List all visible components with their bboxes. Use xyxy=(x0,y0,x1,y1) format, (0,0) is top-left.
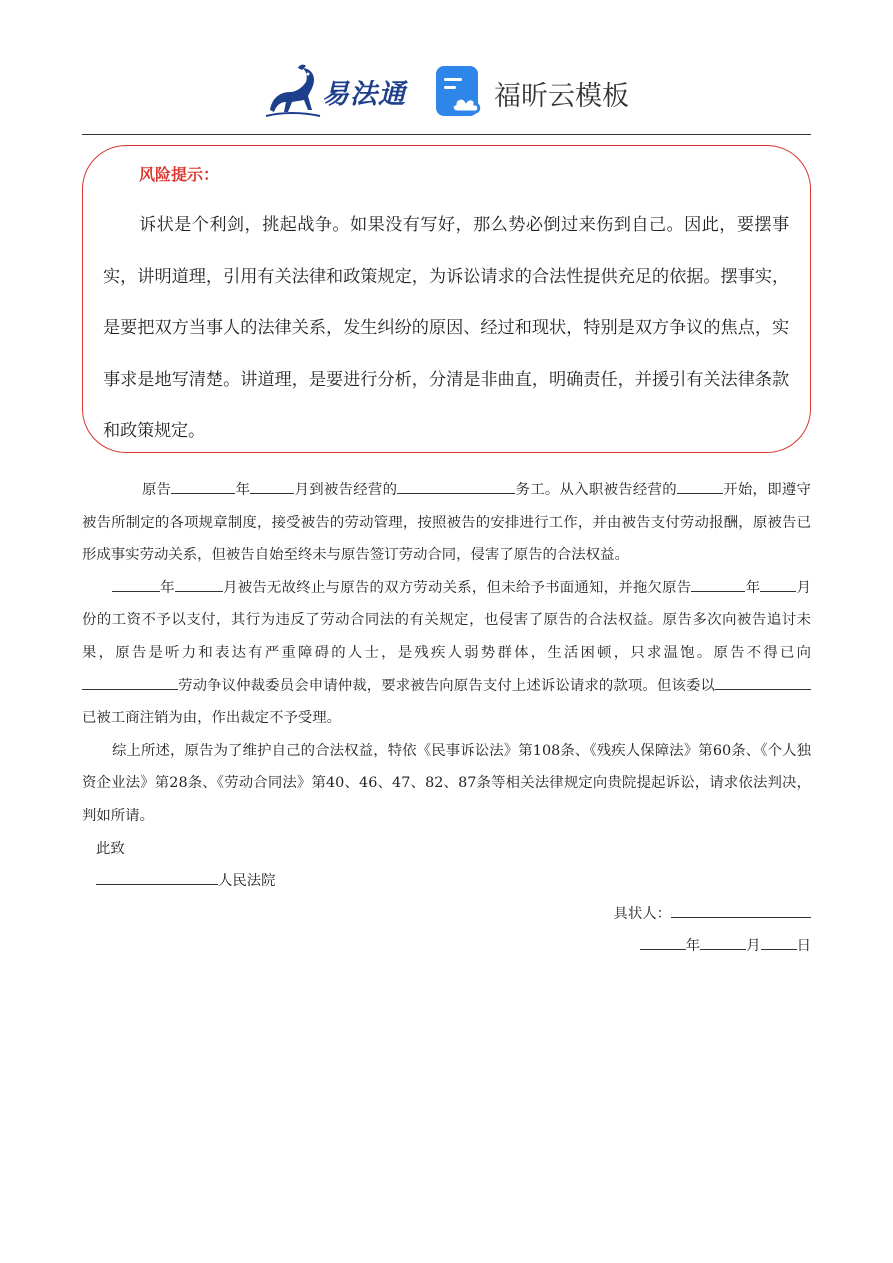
text: 已被工商注销为由，作出裁定不予受理。 xyxy=(82,710,342,727)
signer-line xyxy=(82,898,811,931)
text: 年 xyxy=(235,482,251,498)
court-line xyxy=(82,865,811,898)
signer-field[interactable] xyxy=(671,903,811,918)
blank-field[interactable] xyxy=(82,675,178,690)
text: 月到被告经营的 xyxy=(294,482,398,498)
year-field[interactable] xyxy=(640,935,686,950)
blank-field[interactable] xyxy=(171,479,235,494)
page-header xyxy=(0,0,893,136)
risk-warning-title: 风险提示： xyxy=(139,165,220,184)
signer-label: 具状人： xyxy=(613,905,671,922)
text: 劳动争议仲裁委员会申请仲裁，要求被告向原告支付上述诉讼请求的款项。但该委以 xyxy=(178,677,715,694)
paragraph-summary: 综上所述，原告为了维护自己的合法权益，特依《民事诉讼法》第108条、《残疾人保障法》第60条、《个人独资企业法》第28条、《劳动合同法》第40、46、47、82、87条等相关法律规定向贵院提起诉讼，请求依法判决，判如所请。 xyxy=(82,742,811,824)
salutation: 此致 xyxy=(96,840,125,857)
yifatong-logo xyxy=(262,60,412,120)
foxit-template-logo-text: 福昕云模板 xyxy=(494,81,629,112)
blank-field[interactable] xyxy=(250,479,294,494)
court-suffix: 人民法院 xyxy=(218,873,276,890)
complaint-body xyxy=(82,474,811,963)
header-rule xyxy=(82,134,811,135)
risk-warning-text: 诉状是个利剑，挑起战争。如果没有写好，那么势必倒过来伤到自己。因此，要摆事实，讲明道理，引用有关法律和政策规定，为诉讼请求的合法性提供充足的依据。摆事实，是要把双方当事人的法律关系，发生纠纷的原因、经过和现状，特别是双方争议的焦点，实事求是地写清楚。讲道理，是要进行分析，分清是非曲直，明确责任，并援引有关法律条款和政策规定。 xyxy=(103,215,789,441)
paragraph-termination xyxy=(82,572,811,735)
day-field[interactable] xyxy=(761,935,797,950)
court-name-field[interactable] xyxy=(96,870,218,885)
blank-field[interactable] xyxy=(397,479,515,494)
text: 月被告无故终止与原告的双方劳动关系，但未给予书面通知，并拖欠原告 xyxy=(222,579,692,596)
paragraph-employment xyxy=(82,474,811,572)
blank-field[interactable] xyxy=(715,675,811,690)
month-field[interactable] xyxy=(700,935,746,950)
blank-field[interactable] xyxy=(760,577,796,592)
text: 开始，即遵守被告所制定的各项规章制度，接受被告的劳动管理，按照被告的安排进行工作，并由被告支付劳动报酬，原被告已形成事实劳动关系，但被告自始至终未与原告签订劳动合同，侵害了原告的合法权益。 xyxy=(82,482,811,564)
text: 务工。从入职被告经营的 xyxy=(515,482,677,498)
blank-field[interactable] xyxy=(691,577,745,592)
text: 月份的工资不予以支付，其行为违反了劳动合同法的有关规定，也侵害了原告的合法权益。原告多次向被告追讨未果，原告是听力和表达有严重障碍的人士，是残疾人弱势群体，生活困顿，只求温饱。原告不得已向 xyxy=(82,579,811,661)
text: 年 xyxy=(160,579,175,596)
blank-field[interactable] xyxy=(677,479,723,494)
horse-emblem-icon xyxy=(262,62,324,118)
foxit-template-logo xyxy=(436,66,636,118)
month-label: 月 xyxy=(746,938,761,955)
cloud-document-icon xyxy=(436,66,486,116)
blank-field[interactable] xyxy=(112,577,160,592)
day-label: 日 xyxy=(796,938,811,955)
text: 年 xyxy=(745,579,761,596)
text: 原告 xyxy=(142,482,172,498)
date-line xyxy=(82,930,811,963)
blank-field[interactable] xyxy=(175,577,223,592)
risk-warning-box xyxy=(82,145,811,453)
year-label: 年 xyxy=(685,938,701,955)
yifatong-logo-text: 易法通 xyxy=(322,79,406,110)
